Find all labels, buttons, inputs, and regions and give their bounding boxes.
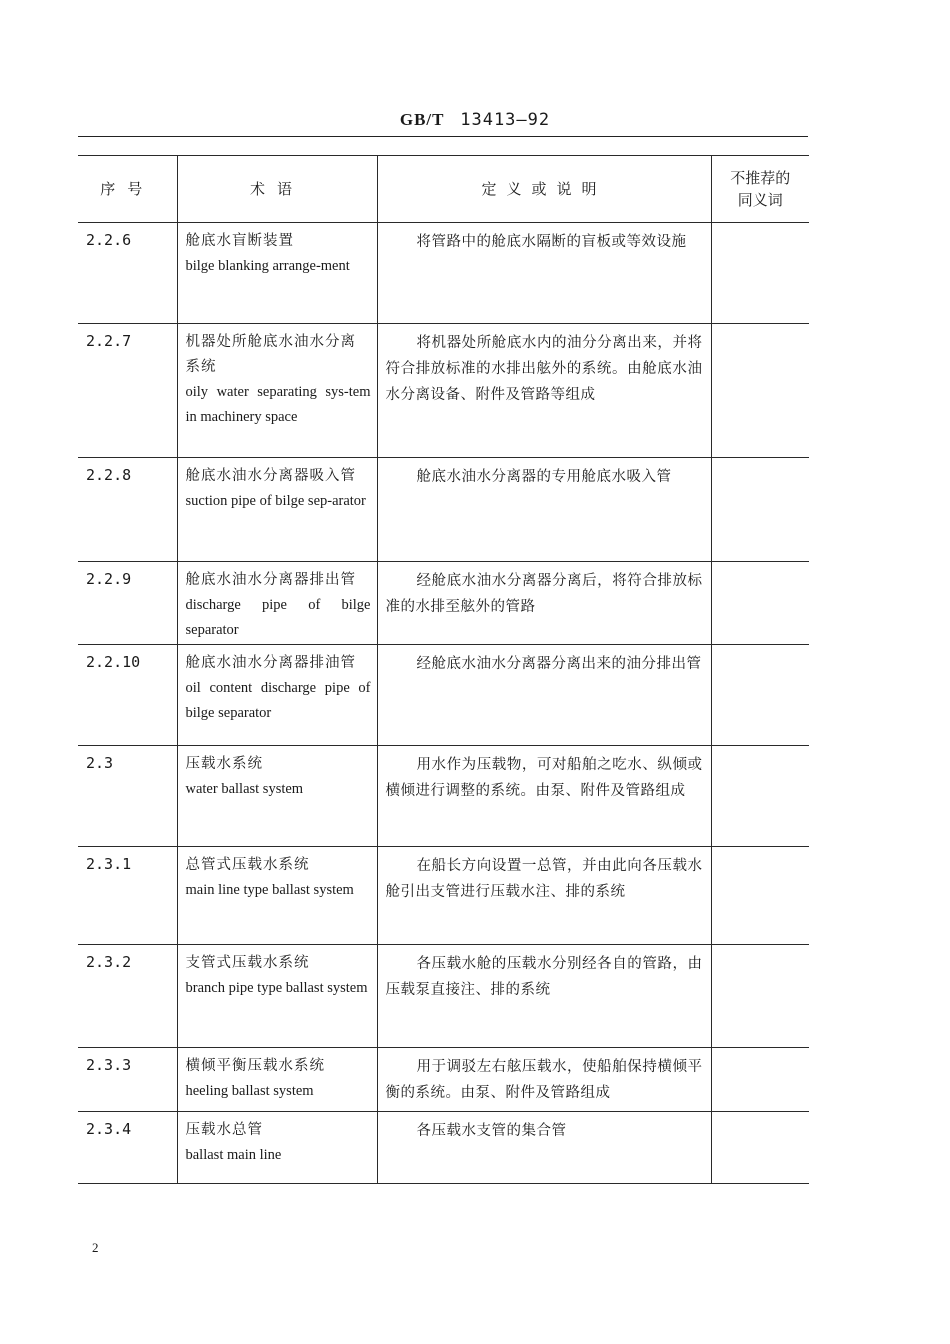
- table-header-row: [78, 156, 809, 223]
- synonym-cell: [711, 458, 809, 562]
- term-cell: [177, 847, 377, 945]
- term-chinese: 机器处所舱底水油水分离系统: [185, 334, 356, 375]
- table-row: [78, 945, 809, 1048]
- term-english: discharge pipe of bilge separator: [185, 597, 371, 638]
- term-cell: [177, 945, 377, 1048]
- definition-cell: 用水作为压载物，可对船舶之吃水、纵倾或横倾进行调整的系统。由泵、附件及管路组成: [377, 746, 711, 847]
- definition-cell: 将机器处所舱底水内的油分分离出来，并将符合排放标准的水排出舷外的系统。由舱底水油水分离设备、附件及管路等组成: [377, 324, 711, 458]
- term-english: ballast main line: [185, 1147, 282, 1163]
- standard-number: 13413—92: [460, 110, 551, 130]
- definition-cell: 用于调驳左右舷压载水，使船舶保持横倾平衡的系统。由泵、附件及管路组成: [377, 1048, 711, 1112]
- term-english: water ballast system: [185, 781, 304, 797]
- term-english: suction pipe of bilge sep-arator: [185, 493, 366, 509]
- synonym-cell: [711, 324, 809, 458]
- term-number: 2.3.1: [78, 847, 177, 945]
- definition-cell: 在船长方向设置一总管，并由此向各压载水舱引出支管进行压载水注、排的系统: [377, 847, 711, 945]
- header-rule: [78, 136, 808, 137]
- term-number: 2.2.6: [78, 223, 177, 324]
- term-cell: [177, 458, 377, 562]
- table-row: [78, 324, 809, 458]
- synonym-cell: [711, 1112, 809, 1184]
- term-chinese: 舱底水油水分离器排出管: [185, 572, 356, 588]
- definition-cell: 经舱底水油水分离器分离后，将符合排放标准的水排至舷外的管路: [377, 562, 711, 645]
- term-chinese: 横倾平衡压载水系统: [185, 1058, 325, 1074]
- term-chinese: 总管式压载水系统: [185, 857, 310, 873]
- term-number: 2.2.10: [78, 645, 177, 746]
- term-cell: [177, 324, 377, 458]
- term-chinese: 压载水总管: [185, 1122, 263, 1138]
- definition-cell: 各压载水支管的集合管: [377, 1112, 711, 1184]
- term-chinese: 舱底水油水分离器吸入管: [185, 468, 356, 484]
- synonym-cell: [711, 746, 809, 847]
- table-row: [78, 1112, 809, 1184]
- term-cell: [177, 1048, 377, 1112]
- synonym-cell: [711, 645, 809, 746]
- term-number: 2.3.3: [78, 1048, 177, 1112]
- term-english: oil content discharge pipe of bilge separator: [185, 680, 371, 721]
- term-number: 2.3.4: [78, 1112, 177, 1184]
- header-definition: 定义或说明: [377, 156, 711, 223]
- term-cell: [177, 746, 377, 847]
- definition-cell: 将管路中的舱底水隔断的盲板或等效设施: [377, 223, 711, 324]
- term-number: 2.3.2: [78, 945, 177, 1048]
- header-no: 序号: [78, 156, 177, 223]
- definition-cell: 各压载水舱的压载水分别经各自的管路，由压载泵直接注、排的系统: [377, 945, 711, 1048]
- synonym-cell: [711, 847, 809, 945]
- page-number: 2: [92, 1240, 99, 1255]
- term-number: 2.2.7: [78, 324, 177, 458]
- table-row: [78, 746, 809, 847]
- term-number: 2.2.9: [78, 562, 177, 645]
- term-english: oily water separating sys-tem in machinery space: [185, 384, 371, 425]
- table-row: [78, 645, 809, 746]
- standard-header: [0, 110, 950, 130]
- term-cell: [177, 562, 377, 645]
- term-english: branch pipe type ballast system: [185, 980, 368, 996]
- term-cell: [177, 645, 377, 746]
- term-chinese: 舱底水盲断装置: [185, 233, 294, 249]
- table-row: [78, 562, 809, 645]
- term-cell: [177, 1112, 377, 1184]
- definition-cell: 舱底水油水分离器的专用舱底水吸入管: [377, 458, 711, 562]
- standard-code: GB/T: [399, 110, 445, 129]
- table-row: [78, 458, 809, 562]
- terms-table: [78, 155, 809, 1184]
- term-cell: [177, 223, 377, 324]
- definition-cell: 经舱底水油水分离器分离出来的油分排出管: [377, 645, 711, 746]
- synonym-cell: [711, 562, 809, 645]
- term-number: 2.2.8: [78, 458, 177, 562]
- term-english: bilge blanking arrange-ment: [185, 258, 350, 274]
- term-chinese: 舱底水油水分离器排油管: [185, 655, 356, 671]
- table-row: [78, 223, 809, 324]
- term-english: main line type ballast system: [185, 882, 354, 898]
- header-synonym: 不推荐的 同义词: [711, 156, 809, 223]
- table-row: [78, 1048, 809, 1112]
- term-english: heeling ballast system: [185, 1083, 314, 1099]
- term-chinese: 压载水系统: [185, 756, 263, 772]
- term-chinese: 支管式压载水系统: [185, 955, 310, 971]
- header-term: 术语: [177, 156, 377, 223]
- synonym-cell: [711, 223, 809, 324]
- term-number: 2.3: [78, 746, 177, 847]
- synonym-cell: [711, 1048, 809, 1112]
- table-row: [78, 847, 809, 945]
- synonym-cell: [711, 945, 809, 1048]
